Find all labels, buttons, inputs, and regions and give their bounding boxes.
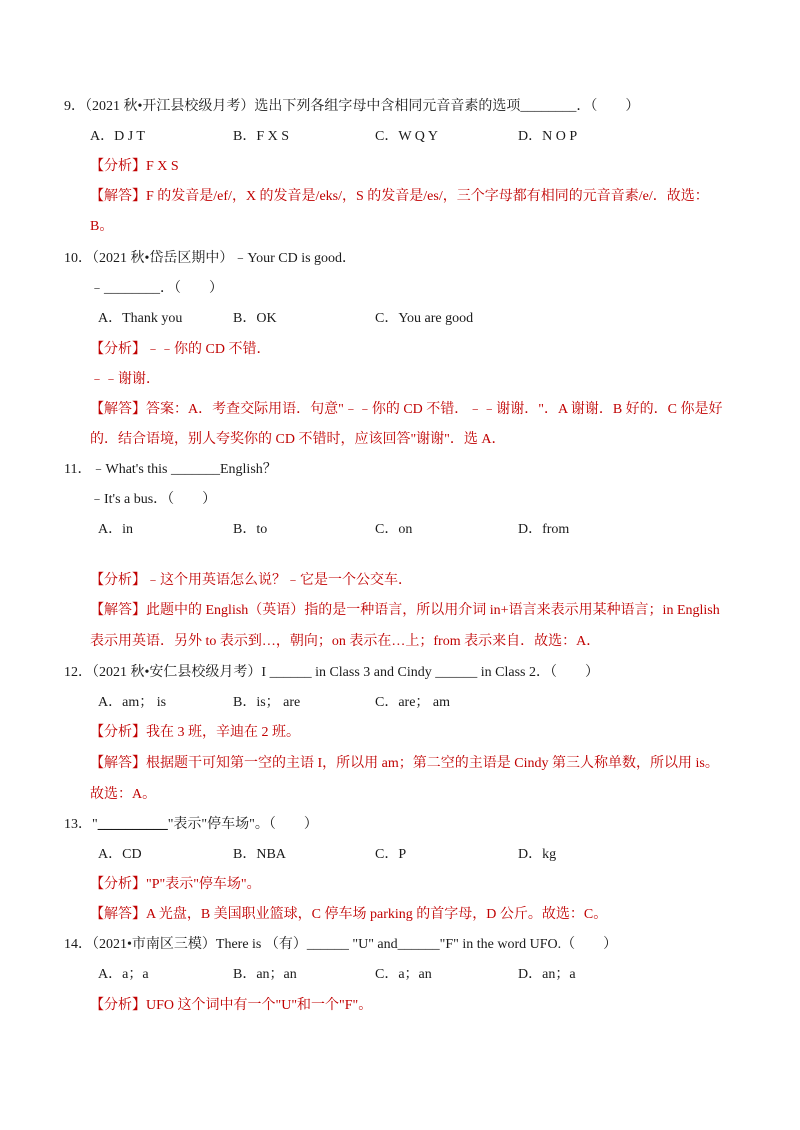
q13-stem-suffix: "表示"停车场"。（ ） [167,817,318,832]
question-11-stem-2: ﹣It's a bus．（ ） [90,492,217,507]
q9-option-d: D．N O P [518,129,578,144]
question-12-stem: 12．（2021 秋•安仁县校级月考）I ______ in Class 3 and Cindy ______ in Class 2．（ ） [64,665,599,680]
q13-analysis: 【分析】"P"表示"停车场"。 [90,877,261,892]
q13-blank: __________ [97,817,168,832]
q14-option-c: C．a；an [375,967,432,982]
q13-option-b: B．NBA [233,847,286,862]
q13-answer: 【解答】A 光盘，B 美国职业篮球，C 停车场 parking 的首字母，D 公斤。故选：C。 [90,907,608,922]
q13-option-c: C．P [375,847,407,862]
q12-option-a: A．am； is [98,695,167,710]
q12-option-c: C．are； am [375,695,451,710]
q11-answer-line-2: 表示用英语．另外 to 表示到…，朝向；on 表示在…上；from 表示来自．故选：A． [90,634,601,649]
q14-analysis: 【分析】UFO 这个词中有一个"U"和一个"F"。 [90,998,373,1013]
q14-option-d: D．an；a [518,967,576,982]
q11-answer-line-1: 【解答】此题中的 English（英语）指的是一种语言，所以用介词 in+语言来表示用某种语言；in English [90,603,720,618]
q11-option-a: A．in [98,522,133,537]
question-13-stem [64,815,724,835]
question-10-stem: 10．（2021 秋•岱岳区期中）﹣Your CD is good． [64,251,357,266]
q9-answer-line-1: 【解答】F 的发音是/ef/，X 的发音是/eks/，S 的发音是/es/，三个字母都有相同的元音音素/e/．故选： [90,189,709,204]
q11-option-c: C．on [375,522,413,537]
q12-answer-line-1: 【解答】根据题干可知第一空的主语 I，所以用 am；第二空的主语是 Cindy 第三人称单数，所以用 is。 [90,756,719,771]
question-9-stem: 9．（2021 秋•开江县校级月考）选出下列各组字母中含相同元音音素的选项________．（ ） [64,99,640,114]
q9-analysis: 【分析】F X S [90,159,179,174]
q9-option-a: A．D J T [90,129,145,144]
q13-option-d: D．kg [518,847,557,862]
q13-stem-prefix: 13．" [64,817,98,832]
q10-answer-line-2: 的．结合语境，别人夸奖你的 CD 不错时，应该回答"谢谢"．选 A． [90,432,506,447]
q14-option-a: A．a；a [98,967,149,982]
q10-answer-line-1: 【解答】答案：A．考查交际用语．句意"﹣﹣你的 CD 不错．﹣﹣谢谢．"．A 谢谢．B 好的．C 你是好 [90,402,723,417]
q12-analysis: 【分析】我在 3 班，辛迪在 2 班。 [90,725,300,740]
q12-option-b: B．is； are [233,695,301,710]
q11-option-b: B．to [233,522,268,537]
q9-option-c: C．W Q Y [375,129,438,144]
question-14-stem: 14．（2021•市南区三模）There is （有）______ "U" and______"F" in the word UFO.（ ） [64,937,618,952]
q13-option-a: A．CD [98,847,142,862]
q12-answer-line-2: 故选：A。 [90,787,157,802]
q10-analysis-line-2: ﹣﹣谢谢． [90,372,160,387]
q10-option-b: B．OK [233,311,277,326]
q11-option-d: D．from [518,522,570,537]
q10-option-a: A．Thank you [98,311,183,326]
q10-analysis-line-1: 【分析】﹣﹣你的 CD 不错． [90,342,271,357]
q9-answer-line-2: B。 [90,219,114,234]
question-10-stem-2: ﹣________．（ ） [90,281,223,296]
question-11-stem: 11．﹣What's this _______English？ [64,462,277,477]
q9-option-b: B．F X S [233,129,290,144]
q10-option-c: C．You are good [375,311,474,326]
q11-analysis: 【分析】﹣这个用英语怎么说？﹣它是一个公交车． [90,573,412,588]
q14-option-b: B．an；an [233,967,297,982]
